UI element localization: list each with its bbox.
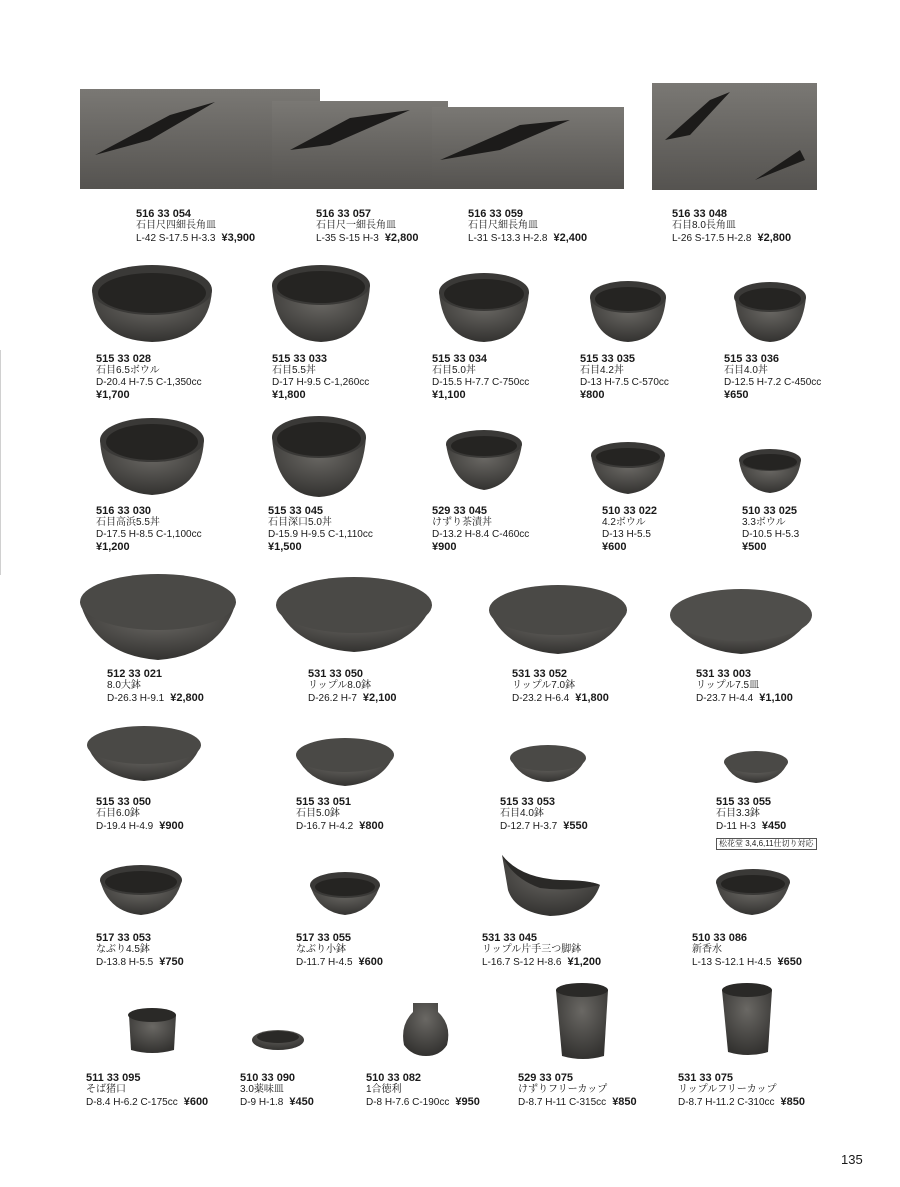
- product-spec: D-19.4 H-4.9: [96, 821, 154, 832]
- product-name: 8.0大鉢: [107, 680, 141, 691]
- product-spec: L-16.7 S-12 H-8.6: [482, 957, 562, 968]
- product-code: 516 33 057: [316, 208, 372, 220]
- product-code: 517 33 055: [296, 932, 352, 944]
- bowl-510-33-086: [716, 869, 790, 915]
- product-code: 515 33 053: [500, 796, 556, 808]
- product-spec: D-11.7 H-4.5: [296, 957, 353, 968]
- product-spec: D-26.3 H-9.1: [107, 693, 165, 704]
- product-spec: D-8.7 H-11.2 C-310cc: [678, 1097, 775, 1108]
- product-code: 531 33 052: [512, 668, 568, 680]
- product-515-33-050: [96, 796, 184, 833]
- product-510-33-090: [240, 1072, 314, 1109]
- bowl-515-33-036: [734, 282, 806, 342]
- product-516-33-059: [468, 208, 587, 245]
- product-spec: D-12.7 H-3.7: [500, 821, 558, 832]
- product-spec: D-16.7 H-4.2: [296, 821, 354, 832]
- product-name: 新香水: [692, 944, 722, 955]
- product-price: ¥850: [612, 1096, 637, 1108]
- product-price: ¥650: [724, 389, 749, 401]
- bowl-515-33-055: [724, 751, 788, 783]
- product-spec: L-13 S-12.1 H-4.5: [692, 957, 772, 968]
- product-516-33-030: [96, 505, 202, 554]
- product-spec: D-12.5 H-7.2 C-450cc: [724, 377, 822, 388]
- product-name: 石目尺細長角皿: [468, 220, 538, 231]
- product-code: 515 33 035: [580, 353, 636, 365]
- product-531-33-052: [512, 668, 609, 705]
- product-price: ¥3,900: [221, 232, 256, 244]
- product-515-33-053: [500, 796, 588, 833]
- product-price: ¥500: [742, 541, 767, 553]
- bowl-512-33-021: [80, 574, 236, 660]
- product-510-33-025: [742, 505, 799, 554]
- product-name: リップルフリーカップ: [678, 1084, 777, 1095]
- product-name: 石目5.0鉢: [296, 808, 340, 819]
- product-name: 石目4.2丼: [580, 365, 624, 376]
- product-code: 515 33 033: [272, 353, 328, 365]
- product-code: 510 33 082: [366, 1072, 422, 1084]
- product-spec: D-11 H-3: [716, 821, 756, 832]
- product-price: ¥1,100: [432, 389, 466, 401]
- product-price: ¥450: [289, 1096, 314, 1108]
- bowl-515-33-053: [510, 745, 586, 782]
- page-number: 135: [841, 1152, 863, 1167]
- product-code: 511 33 095: [86, 1072, 141, 1084]
- product-code: 515 33 034: [432, 353, 488, 365]
- product-531-33-045: [482, 932, 601, 969]
- product-price: ¥900: [432, 541, 457, 553]
- bowl-515-33-045: [272, 416, 366, 497]
- product-name: リップル片手三つ脚鉢: [482, 944, 582, 955]
- product-code: 531 33 045: [482, 932, 538, 944]
- product-price: ¥1,800: [272, 389, 306, 401]
- product-code: 529 33 075: [518, 1072, 574, 1084]
- product-510-33-082: [366, 1072, 480, 1109]
- plate-516-33-048: [652, 83, 817, 190]
- product-515-33-034: [432, 353, 529, 402]
- product-price: ¥1,200: [567, 956, 602, 968]
- product-code: 515 33 051: [296, 796, 352, 808]
- product-spec: D-17.5 H-8.5 C-1,100cc: [96, 529, 202, 540]
- bowl-515-33-033: [272, 265, 370, 342]
- product-511-33-095: [86, 1072, 208, 1109]
- product-price: ¥1,500: [268, 541, 302, 553]
- cup-531-33-075: [722, 983, 772, 1055]
- product-code: 515 33 036: [724, 353, 780, 365]
- product-price: ¥2,800: [170, 692, 204, 704]
- product-510-33-022: [602, 505, 657, 554]
- product-price: ¥2,400: [553, 232, 588, 244]
- product-spec: D-10.5 H-5.3: [742, 529, 800, 540]
- product-spec: L-26 S-17.5 H-2.8: [672, 233, 752, 244]
- dish-510-33-090: [252, 1030, 304, 1050]
- product-spec: D-13.8 H-5.5: [96, 957, 154, 968]
- product-code: 515 33 050: [96, 796, 152, 808]
- product-code: 531 33 075: [678, 1072, 734, 1084]
- product-515-33-045: [268, 505, 373, 554]
- product-516-33-048: [672, 208, 791, 245]
- product-code: 515 33 055: [716, 796, 772, 808]
- product-spec: D-8.7 H-11 C-315cc: [518, 1097, 607, 1108]
- product-515-33-036: [724, 353, 821, 402]
- product-name: 1合徳利: [366, 1084, 402, 1095]
- product-name: けずり茶漬丼: [432, 517, 492, 528]
- product-price: ¥950: [455, 1096, 480, 1108]
- product-531-33-050: [308, 668, 397, 705]
- product-name: 石目4.0鉢: [500, 808, 544, 819]
- bowl-517-33-055: [310, 872, 380, 915]
- bowl-515-33-028: [92, 265, 212, 342]
- product-code: 516 33 048: [672, 208, 728, 220]
- product-price: ¥1,800: [575, 692, 609, 704]
- product-515-33-028: [96, 353, 202, 402]
- product-spec: D-8.4 H-6.2 C-175cc: [86, 1097, 178, 1108]
- product-code: 516 33 054: [136, 208, 192, 220]
- product-price: ¥550: [563, 820, 588, 832]
- product-517-33-053: [96, 932, 184, 969]
- product-spec: D-17 H-9.5 C-1,260cc: [272, 377, 370, 388]
- product-spec: D-13 H-7.5 C-570cc: [580, 377, 669, 388]
- product-code: 516 33 030: [96, 505, 152, 517]
- product-spec: D-23.7 H-4.4: [696, 693, 754, 704]
- plate-531-33-003: [670, 589, 812, 654]
- product-515-33-055: [716, 796, 817, 851]
- product-515-33-033: [272, 353, 369, 402]
- product-name: 3.0薬味皿: [240, 1084, 284, 1095]
- product-name: なぶり4.5鉢: [96, 944, 150, 955]
- product-529-33-075: [518, 1072, 637, 1109]
- product-price: ¥2,100: [362, 692, 397, 704]
- bowl-515-33-034: [439, 273, 529, 342]
- bowl-515-33-035: [590, 281, 666, 342]
- product-name: 石目3.3鉢: [716, 808, 760, 819]
- flask-510-33-082: [403, 1003, 448, 1056]
- product-spec: D-9 H-1.8: [240, 1097, 284, 1108]
- product-516-33-057: [316, 208, 418, 245]
- product-code: 515 33 045: [268, 505, 324, 517]
- product-price: ¥600: [602, 541, 627, 553]
- product-price: ¥600: [358, 956, 383, 968]
- partition-note: 松花堂 3,4,6,11仕切り対応: [716, 838, 817, 850]
- bowl-516-33-030: [100, 418, 204, 495]
- product-spec: L-42 S-17.5 H-3.3: [136, 233, 216, 244]
- product-name: 石目深口5.0丼: [268, 517, 332, 528]
- product-531-33-003: [696, 668, 793, 705]
- product-code: 510 33 086: [692, 932, 748, 944]
- product-531-33-075: [678, 1072, 805, 1109]
- product-name: リップル7.5皿: [696, 680, 760, 691]
- plate-516-33-059: [432, 107, 624, 189]
- product-spec: D-13 H-5.5: [602, 529, 651, 540]
- product-spec: D-15.9 H-9.5 C-1,110cc: [268, 529, 373, 540]
- product-code: 529 33 045: [432, 505, 488, 517]
- product-price: ¥750: [159, 956, 184, 968]
- product-code: 510 33 022: [602, 505, 658, 517]
- product-price: ¥800: [580, 389, 605, 401]
- product-name: なぶり小鉢: [296, 944, 346, 955]
- product-code: 516 33 059: [468, 208, 524, 220]
- product-name: けずりフリーカップ: [518, 1084, 608, 1095]
- product-price: ¥1,200: [96, 541, 130, 553]
- product-name: 石目5.0丼: [432, 365, 476, 376]
- cup-511-33-095: [128, 1008, 176, 1053]
- bowl-510-33-022: [591, 442, 665, 494]
- bowl-515-33-051: [296, 738, 394, 786]
- product-spec: D-20.4 H-7.5 C-1,350cc: [96, 377, 202, 388]
- product-code: 517 33 053: [96, 932, 152, 944]
- product-name: 石目尺一細長角皿: [316, 220, 396, 231]
- product-price: ¥1,100: [759, 692, 793, 704]
- product-price: ¥2,800: [757, 232, 792, 244]
- product-spec: D-23.2 H-6.4: [512, 693, 570, 704]
- product-510-33-086: [692, 932, 802, 969]
- product-516-33-054: [136, 208, 255, 245]
- product-price: ¥2,800: [384, 232, 419, 244]
- product-code: 510 33 090: [240, 1072, 296, 1084]
- product-name: 石目8.0長角皿: [672, 220, 736, 231]
- bowl-531-33-052: [489, 585, 627, 654]
- product-name: リップル7.0鉢: [512, 680, 576, 691]
- bowl-531-33-045: [502, 855, 600, 916]
- product-name: 石目6.0鉢: [96, 808, 140, 819]
- product-spec: D-15.5 H-7.7 C-750cc: [432, 377, 530, 388]
- product-spec: D-8 H-7.6 C-190cc: [366, 1097, 450, 1108]
- bowl-529-33-045: [446, 430, 522, 490]
- product-515-33-035: [580, 353, 669, 402]
- product-spec: D-13.2 H-8.4 C-460cc: [432, 529, 530, 540]
- product-name: 3.3ボウル: [742, 517, 786, 528]
- product-price: ¥800: [359, 820, 384, 832]
- product-name: 石目尺四細長角皿: [136, 220, 216, 231]
- product-code: 531 33 050: [308, 668, 364, 680]
- product-name: 石目6.5ボウル: [96, 365, 160, 376]
- page-edge-mark: [0, 350, 1, 575]
- bowl-531-33-050: [276, 577, 432, 652]
- product-name: 石目5.5丼: [272, 365, 316, 376]
- product-spec: L-35 S-15 H-3: [316, 233, 379, 244]
- bowl-517-33-053: [100, 865, 182, 915]
- product-price: ¥850: [780, 1096, 806, 1108]
- product-529-33-045: [432, 505, 529, 554]
- product-price: ¥450: [761, 820, 787, 832]
- bowl-515-33-050: [87, 726, 201, 781]
- product-name: リップル8.0鉢: [308, 680, 372, 691]
- plate-516-33-057: [272, 101, 448, 189]
- product-name: 石目4.0丼: [724, 365, 768, 376]
- product-517-33-055: [296, 932, 383, 969]
- product-spec: D-26.2 H-7: [308, 693, 357, 704]
- product-name: 4.2ボウル: [602, 517, 646, 528]
- product-name: そば猪口: [86, 1084, 126, 1095]
- cup-529-33-075: [556, 983, 608, 1059]
- product-code: 515 33 028: [96, 353, 152, 365]
- product-price: ¥600: [183, 1096, 209, 1108]
- product-price: ¥650: [777, 956, 802, 968]
- product-name: 石目高浜5.5丼: [96, 517, 160, 528]
- product-code: 531 33 003: [696, 668, 752, 680]
- product-spec: L-31 S-13.3 H-2.8: [468, 233, 548, 244]
- product-code: 510 33 025: [742, 505, 798, 517]
- product-515-33-051: [296, 796, 384, 833]
- product-price: ¥1,700: [96, 389, 130, 401]
- product-code: 512 33 021: [107, 668, 163, 680]
- bowl-510-33-025: [739, 449, 801, 493]
- product-price: ¥900: [159, 820, 184, 832]
- product-512-33-021: [107, 668, 204, 705]
